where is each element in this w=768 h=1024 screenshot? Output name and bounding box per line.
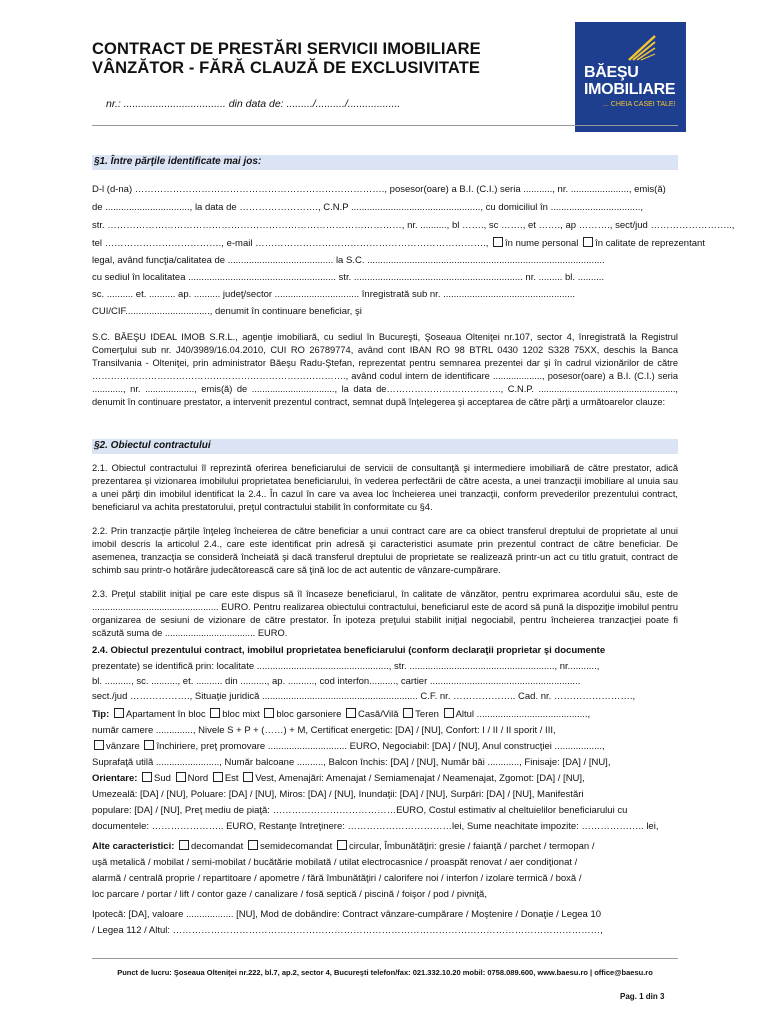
s1-line: CUI/CIF................................, denumit în continuare beneficiar, şi (92, 306, 362, 317)
props-line: populare: [DA] / [NU], Preţ mediu de piaţă: …………………………………EURO, Costul estimativ al cheltuielilor beneficiarului cu (92, 805, 628, 816)
clause-2-4-line: 2.4. Obiectul prezentului contract, imobilul proprietatea beneficiarului (conform declaraţii proprietar şi documente (92, 645, 606, 656)
tip-checkbox[interactable] (210, 708, 220, 718)
amenities-text: Amenajări: Amenajat / Semiamenajat / Neamenajat, Zgomot: [DA] / [NU], (278, 773, 585, 784)
s1-line: D-l (d-na) ……………………………………………………………………., posesor(oare) a B.I. (C.I.) seria ..........., nr. ......................, emis(ă) (92, 184, 666, 195)
s1-line: sc. .......... et. .......... ap. .......... judeţ/sector ................................ înregistrată sub nr. .................................................. (92, 289, 576, 300)
section1-heading: §1. Între părţile identificate mai jos: (94, 156, 262, 167)
orientation-checkbox[interactable] (176, 772, 186, 782)
layout-option: semidecomandat (259, 841, 333, 852)
divider (92, 125, 678, 126)
rent-label: închiriere, preţ promovare .............................. EURO, Negociabil: [DA] / [NU], Anul construcţiei .................., (156, 741, 605, 752)
improvements-line: loc parcare / portar / lift / contor gaze / canalizare / fosă septică / piscină / foişor / pod / pivniţă, (92, 889, 487, 900)
company-logo (575, 22, 686, 132)
orientation-checkbox[interactable] (142, 772, 152, 782)
improvements-line: alarmă / centrală proprie / repartitoare / apometre / fără îmbunătăţiri / calorifere noi / interfon / izolare termică / boxă / (92, 873, 582, 884)
improvements-line: uşă metalică / mobilat / semi-mobilat / bucătărie mobilată / utilat electrocasnice / proaspăt renovat / aer condiţionat / (92, 857, 578, 868)
tip-option: bloc garsoniere (276, 709, 342, 720)
orientation-checkbox[interactable] (243, 772, 253, 782)
representative-checkbox[interactable] (583, 237, 593, 247)
clause-2-4-line: sect./jud ………………., Situaţie juridică ........................................................... C.F. nr. ……………….. Cad. nr. ……………………., (92, 691, 636, 702)
key-icon (627, 34, 657, 62)
props-line: Suprafaţă utilă ........................, Număr balcoane .........., Balcon închis: [DA] / [NU], Număr băi ............, Finisaje: [DA] / [NU], (92, 757, 611, 768)
s1-line: de ................................, la data de ……………………., C.N.P ................................................., cu domiciliul în .................................., (92, 202, 643, 213)
orientation-option: Nord (187, 773, 209, 784)
clause-2-4-line: prezentate) se identifică prin: localitate .................................................., str. ......................................................., nr..........., (92, 661, 600, 672)
tip-option: Altul .........................................., (455, 709, 591, 720)
features-label: Alte caracteristici: (92, 841, 175, 852)
s1-tel-line (92, 237, 705, 250)
clause-2-1: 2.1. Obiectul contractului îl reprezintă oferirea beneficiarului de servicii de consultanţă şi intermediere imobiliară de către prestator, adică prezentarea şi vizionarea imobilului proprietatea beneficiarului, în vederea perfectării de către acesta, a unei tranzacţii imobiliare al unuia sau a unei părţi din imobilul identificat la 2.4.. În cazul în care va avea loc încheierea unei tranzacţii, conform prevederilor prezentului contract, beneficiarul va achita prestatorului, preţul contractului stabilit în conformitate cu §4. (92, 463, 678, 512)
s1-line: cu sediul în localitatea ........................................................ str. ................................................................ nr. ......... bl. .......... (92, 272, 605, 283)
tip-option: Casă/Vilă (358, 709, 399, 720)
section2-heading: §2. Obiectul contractului (94, 440, 211, 451)
layout-checkbox[interactable] (337, 840, 347, 850)
layout-option: circular, (348, 841, 382, 852)
tip-option: Teren (415, 709, 439, 720)
props-line: documentele: ………………….. EURO, Restanţe întreţinere: ……………………………lei, Sume neachitate impozite: ……………….. lei, (92, 821, 659, 832)
mortgage-line: Ipotecă: [DA], valoare .................. [NU], Mod de dobândire: Contract vânzare-cumpărare / Moştenire / Donaţie / Legea 10 (92, 909, 602, 920)
orientation-option: Est (224, 773, 239, 784)
features-line (92, 840, 678, 853)
tip-option: Apartament în bloc (125, 709, 206, 720)
clause-2-4-line: bl. .........., sc. .........., et. .......... din .........., ap. .........., cod interfon.........., cartier ......................................................... (92, 676, 581, 687)
improvements-text: Îmbunătăţiri: gresie / faianţă / parchet / termopan / (384, 841, 595, 852)
s1-line: str. …………………………………………………………………………………, nr. .........., bl ……., sc ……., et ……., ap ………., sect/jud …………………….., (92, 220, 735, 231)
layout-checkbox[interactable] (248, 840, 258, 850)
tip-line (92, 708, 678, 721)
personal-checkbox[interactable] (493, 237, 503, 247)
layout-checkbox[interactable] (179, 840, 189, 850)
tip-checkbox[interactable] (114, 708, 124, 718)
logo-tagline: ... CHEIA CASEI TALE! (603, 101, 676, 108)
tip-checkbox[interactable] (403, 708, 413, 718)
footer-address: Punct de lucru: Şoseaua Olteniţei nr.222, bl.7, ap.2, sector 4, Bucureşti telefon/fax: 021.332.10.20 mobil: 0758.089.600, www.baesu.ro | office@baesu.ro (117, 968, 653, 977)
clause-2-3: 2.3. Preţul stabilit iniţial pe care este dispus să îl încaseze beneficiarul, în calitate de vânzător, pentru exprimarea acordului său, este de ................................................. EURO. Pentru realizarea obiectului contractului, beneficiarul este de acord să pună la dispoziţie imobilul pentru organizarea de sesiuni de vizionare de către prestator. În ipoteza preţului stabilit iniţial negociabil, pentru încheierea tranzacţiei poate fi scăzută suma de ................................... EURO. (92, 589, 678, 638)
tel-email-field: tel ………………………………., e-mail ………………………………………………………………., (92, 238, 489, 249)
mortgage-line: / Legea 112 / Altul: ………………………………………………………………………………………………………………………, (92, 925, 603, 936)
orientation-line (92, 772, 678, 785)
sale-label: vânzare (106, 741, 140, 752)
clause-2-2: 2.2. Prin tranzacţie părţile înţeleg încheierea de către beneficiar a unui contract care are ca obiect transferul dreptului de proprietate al unui imobil descris la articolul 2.4., care este identificat prin adresă şi caracteristici asumate prin prezentul contract de către beneficiar. De asemenea, tranzacţia se consideră încheiată şi dacă transferul dreptului de proprietate se realizează printr-un act cu titlu gratuit, contract de schimb sau printr-o hotărâre judecătorească care să ţină loc de act autentic de vânzare-cumpărare. (92, 526, 678, 575)
s1-line: legal, având funcţia/calitatea de ........................................ la S.C. .......................................................................................... (92, 255, 605, 266)
vanzare-line (92, 740, 678, 753)
personal-label: în nume personal (505, 238, 579, 249)
contract-title-line1: CONTRACT DE PRESTĂRI SERVICII IMOBILIARE (92, 40, 481, 58)
orientation-label: Orientare: (92, 773, 138, 784)
tip-checkbox[interactable] (346, 708, 356, 718)
logo-brand-line1: BĂEŞU (584, 64, 639, 81)
representative-label: în calitate de reprezentant (595, 238, 705, 249)
orientation-option: Vest, (255, 773, 277, 784)
contract-number-line: nr.: ................................... din data de: ........./........../.................. (106, 98, 401, 110)
tip-checkbox[interactable] (264, 708, 274, 718)
props-line: Umezeală: [DA] / [NU], Poluare: [DA] / [NU], Miros: [DA] / [NU], Inundaţii: [DA] / [NU], Surpări: [DA] / [NU], Manifestări (92, 789, 584, 800)
orientation-checkbox[interactable] (213, 772, 223, 782)
contract-title-line2: VÂNZĂTOR - FĂRĂ CLAUZĂ DE EXCLUSIVITATE (92, 59, 480, 77)
sale-checkbox[interactable] (94, 740, 104, 750)
tip-option: bloc mixt (222, 709, 260, 720)
tip-label: Tip: (92, 709, 110, 720)
section1-band (92, 155, 678, 170)
page-number: Pag. 1 din 3 (620, 992, 665, 1001)
tip-checkbox[interactable] (444, 708, 454, 718)
orientation-option: Sud (154, 773, 171, 784)
logo-brand-line2: IMOBILIARE (584, 81, 676, 98)
company-paragraph: S.C. BĂEŞU IDEAL IMOB S.R.L., agenţie imobiliară, cu sediul în Bucureşti, Şoseaua Olteniţei nr.107, sector 4, înregistrată la Registrul Comerţului sub nr. J40/3989/16.04.2010, CUI RO 26789774, având cont IBAN RO 98 BTRL 0430 1202 S328 75XX, deschis la Banca Transilvania - Olteniţei, prin administrator Băeşu Radu-Ştefan, reprezentat pentru semnarea prezentei dar şi în cadrul vizionărilor de către ………………………………………………………………………., având codul intern de identificare ..................., posesor(oare) a B.I. (C.I.) seria ............, nr. ..................., emis(ă) de ................................, la data de………………………………., C.N.P. ....................................................., denumit în continuare prestator, a intervenit prezentul contract, semnat după înţelegerea şi acceptarea de către părţi a următoarelor clauze: (92, 332, 678, 407)
section2-band (92, 439, 678, 454)
footer-divider (92, 958, 678, 959)
props-line: număr camere .............., Nivele S + P + (……) + M, Certificat energetic: [DA] / [NU], Confort: I / II / II sporit / III, (92, 725, 556, 736)
rent-checkbox[interactable] (144, 740, 154, 750)
layout-option: decomandat (191, 841, 244, 852)
